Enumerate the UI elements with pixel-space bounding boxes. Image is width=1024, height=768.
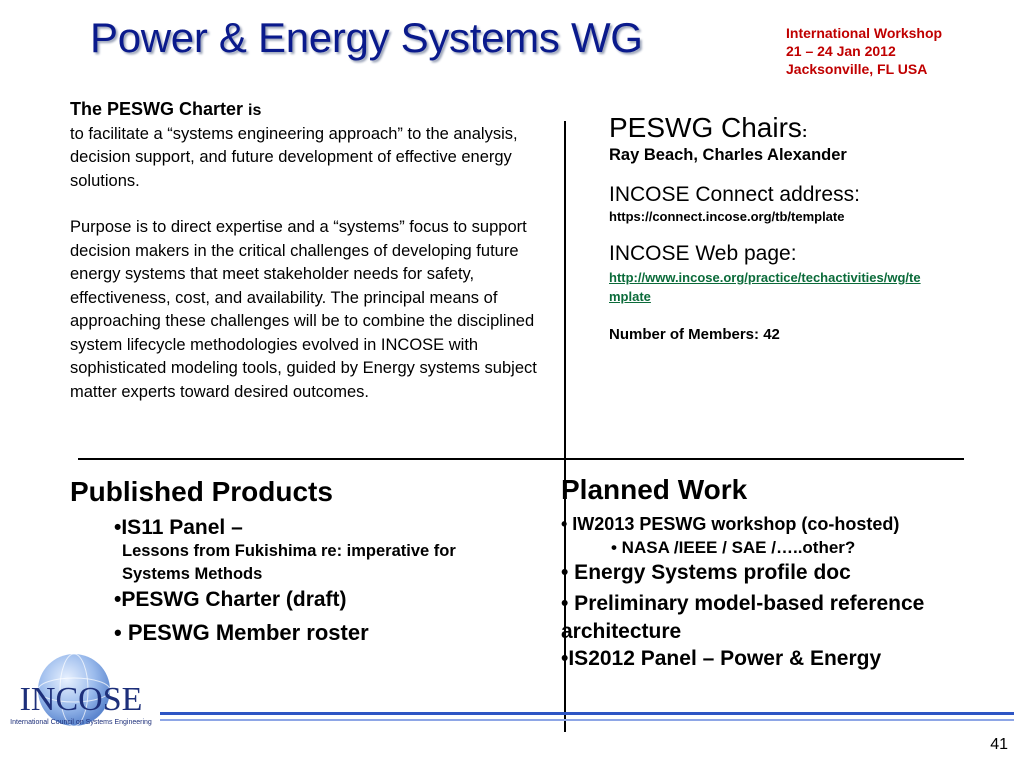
planned-subitem-partners: • NASA /IEEE / SAE /…..other? (611, 538, 856, 557)
web-label: INCOSE Web page: (609, 242, 797, 265)
web-page-link-text[interactable]: http://www.incose.org/practice/techactivities/wg/te mplate (609, 270, 921, 304)
published-item-charter: •PESWG Charter (draft) (114, 588, 347, 611)
chairs-heading-colon: : (801, 124, 808, 141)
paragraph-spacer (70, 193, 570, 216)
published-products-section (70, 476, 510, 646)
planned-heading: Planned Work (561, 474, 748, 505)
page-number: 41 (990, 736, 1008, 753)
published-item-roster: • PESWG Member roster (114, 620, 369, 645)
footer-rule-thick (160, 712, 1014, 715)
connect-label: INCOSE Connect address: (609, 183, 860, 206)
web-page-link[interactable] (609, 268, 999, 306)
slide-title: Power & Energy Systems WG (90, 14, 643, 61)
connect-url: https://connect.incose.org/tb/template (609, 209, 845, 224)
horizontal-divider (78, 458, 964, 460)
footer-rule-thin (160, 719, 1014, 721)
published-item-is11-panel: •IS11 Panel – (114, 516, 243, 539)
event-info (786, 24, 942, 78)
chairs-section (609, 112, 999, 343)
charter-paragraph-2: Purpose is to direct expertise and a “systems” focus to support decision makers in the critical challenges of developing future energy systems that meet stakeholder needs for safety, effectiveness, cost, and availability. The principal means of approaching these challenges will be to combine the disciplined system lifecycle methodologies evolved in INCOSE with sophisticated modeling tools, guided by Energy systems subject matter experts toward desired outcomes. (70, 218, 537, 401)
member-count: Number of Members: 42 (609, 326, 780, 343)
event-name: International Workshop (786, 25, 943, 41)
charter-section (70, 98, 570, 404)
chairs-heading-text: PESWG Chairs (609, 112, 802, 143)
charter-heading-text: The PESWG Charter (70, 99, 244, 119)
published-heading: Published Products (70, 476, 333, 507)
footer-rule (160, 712, 1014, 724)
planned-work-section (561, 474, 1011, 671)
planned-item-iw2013: • IW2013 PESWG workshop (co-hosted) (561, 514, 900, 534)
published-item-is11-description: Lessons from Fukishima re: imperative for Systems Methods (122, 542, 456, 583)
logo-wordmark: INCOSE (19, 681, 143, 718)
charter-paragraph-1: to facilitate a “systems engineering approach” to the analysis, decision support, and future development of effective energy solutions. (70, 124, 518, 190)
charter-heading-is: is (248, 102, 262, 119)
charter-heading (70, 98, 570, 123)
incose-logo (6, 652, 156, 732)
event-location: Jacksonville, FL USA (786, 61, 928, 77)
chairs-names: Ray Beach, Charles Alexander (609, 146, 847, 164)
planned-item-is2012-panel: •IS2012 Panel – Power & Energy (561, 647, 882, 670)
planned-item-profile-doc: • Energy Systems profile doc (561, 561, 851, 584)
planned-item-reference-architecture: • Preliminary model-based reference architecture (561, 592, 925, 643)
chairs-heading (609, 112, 999, 144)
logo-tagline: International Council on Systems Engineering (10, 719, 152, 726)
event-dates: 21 – 24 Jan 2012 (786, 43, 896, 59)
